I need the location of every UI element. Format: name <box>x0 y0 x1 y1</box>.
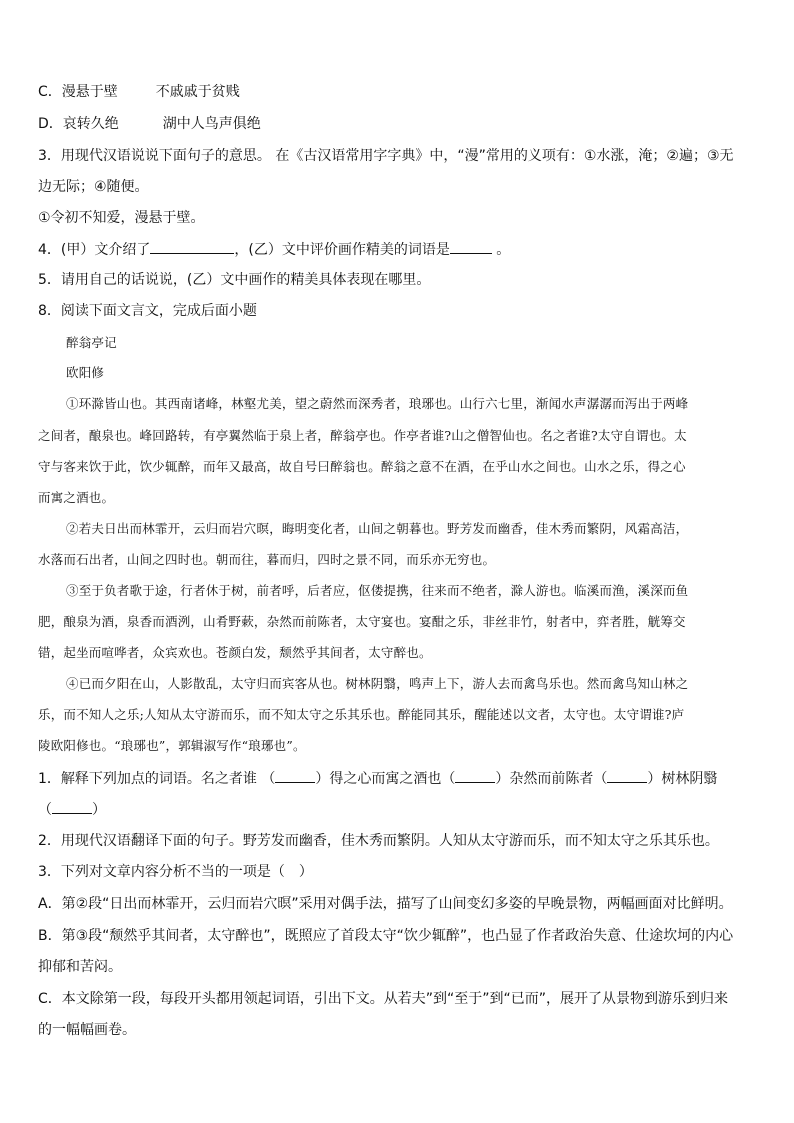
question-3-line1: 3．用现代汉语说说下面句子的意思。 在《古汉语常用字字典》中，“漫”常用的义项有：①水涨，淹；②遍；③无 <box>38 148 734 164</box>
answer-blank[interactable] <box>450 239 492 254</box>
sub-question-1-text: 1．解释下列加点的词语。名之者谁 （ <box>38 771 276 787</box>
passage-line: 陵欧阳修也。“琅琊也”，郭辑淑写作“琅琊也”。 <box>38 738 306 753</box>
passage-line: 水落而石出者，山间之四时也。朝而往，暮而归，四时之景不同，而乐亦无穷也。 <box>38 552 496 567</box>
answer-blank[interactable] <box>607 768 647 783</box>
option-c-left: C．漫悬于壁 <box>38 84 118 100</box>
question-4-part-b: ，(乙）文中评价画作精美的词语是 <box>234 242 450 258</box>
choice-a: A．第②段“日出而林霏开，云归而岩穴暝”采用对偶手法，描写了山间变幻多姿的早晚景物，两幅画面对比鲜明。 <box>38 896 733 912</box>
sub-question-1-cont <box>38 799 756 820</box>
passage-line: ①环滁皆山也。其西南诸峰，林壑尤美，望之蔚然而深秀者，琅琊也。山行六七里，渐闻水声潺潺而泻出于两峰 <box>66 396 689 411</box>
passage-line: ④已而夕阳在山，人影散乱，太守归而宾客从也。树林阴翳，鸣声上下，游人去而禽鸟乐也。然而禽鸟知山林之 <box>66 676 689 691</box>
option-d-right: 湖中人鸟声俱绝 <box>162 116 261 132</box>
option-d-line <box>38 114 756 134</box>
sub-question-1-text: ）得之心而寓之酒也（ <box>315 771 456 787</box>
sub-question-1-text: ） <box>92 802 106 818</box>
question-3-sentence: ①令初不知爱，漫悬于壁。 <box>38 210 205 226</box>
passage-line: ③至于负者歌于途，行者休于树，前者呼，后者应，伛偻提携，往来而不绝者，滁人游也。临溪而渔，溪深而鱼 <box>66 583 689 598</box>
passage-line: 乐，而不知人之乐;人知从太守游而乐，而不知太守之乐其乐也。醉能同其乐，醒能述以文者，太守也。太守谓谁?庐 <box>38 707 685 722</box>
question-3-line2: 边无际；④随便。 <box>38 179 149 195</box>
option-d-left: D．哀转久绝 <box>38 116 119 132</box>
option-c-right: 不戚戚于贫贱 <box>155 84 240 100</box>
sub-question-1-text: ）树林阴翳 <box>647 771 718 787</box>
sub-question-2: 2．用现代汉语翻译下面的句子。野芳发而幽香，佳木秀而繁阴。人知从太守游而乐，而不知太守之乐其乐也。 <box>38 833 719 849</box>
answer-blank[interactable] <box>150 239 234 254</box>
question-8-heading: 8．阅读下面文言文，完成后面小题 <box>38 303 257 319</box>
passage-title: 醉翁亭记 <box>66 335 117 350</box>
sub-question-3: 3．下列对文章内容分析不当的一项是（ ） <box>38 864 313 880</box>
sub-question-1-text: ）杂然而前陈者（ <box>495 771 608 787</box>
answer-blank[interactable] <box>52 799 92 814</box>
option-c-line <box>38 82 756 102</box>
passage-line: 错，起坐而喧哗者，众宾欢也。苍颜白发，颓然乎其间者，太守醉也。 <box>38 645 432 660</box>
passage-line: ②若夫日出而林霏开，云归而岩穴暝，晦明变化者，山间之朝暮也。野芳发而幽香，佳木秀而繁阴，风霜高洁， <box>66 521 689 536</box>
passage-line: 肥，酿泉为酒，泉香而酒洌，山肴野蔌，杂然而前陈者，太守宴也。宴酣之乐，非丝非竹，射者中，弈者胜，觥筹交 <box>38 614 686 629</box>
passage-line: 守与客来饮于此，饮少辄醉，而年又最高，故自号曰醉翁也。醉翁之意不在酒，在乎山水之间也。山水之乐，得之心 <box>38 459 686 474</box>
sub-question-1 <box>38 768 756 789</box>
question-5: 5．请用自己的话说说，(乙）文中画作的精美具体表现在哪里。 <box>38 272 431 288</box>
answer-blank[interactable] <box>455 768 495 783</box>
passage-author: 欧阳修 <box>66 365 105 380</box>
passage-line: 之间者，酿泉也。峰回路转，有亭翼然临于泉上者，醉翁亭也。作亭者谁?山之僧智仙也。名之者谁?太守自谓也。太 <box>38 428 687 443</box>
question-4 <box>38 239 756 260</box>
answer-blank[interactable] <box>275 768 315 783</box>
passage-line: 而寓之酒也。 <box>38 490 115 505</box>
choice-b-line2: 抑郁和苦闷。 <box>38 959 122 975</box>
sub-question-1-text: （ <box>38 802 52 818</box>
choice-c-line2: 的一幅幅画卷。 <box>38 1022 136 1038</box>
choice-c-line1: C．本文除第一段，每段开头都用领起词语，引出下文。从若夫”到“至于”到“已而”，展开了从景物到游乐到归来 <box>38 991 729 1007</box>
question-4-part-c: 。 <box>496 242 511 258</box>
question-4-part-a: 4．(甲）文介绍了 <box>38 242 151 258</box>
choice-b-line1: B．第③段“颓然乎其间者，太守醉也”，既照应了首段太守“饮少辄醉”，也凸显了作者政治失意、仕途坎坷的内心 <box>38 928 734 944</box>
